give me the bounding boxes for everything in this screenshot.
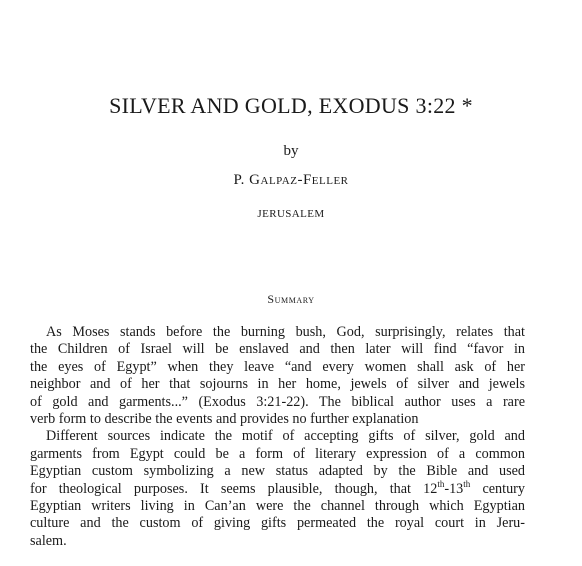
summary-line: the eyes of Egypt” when they leave “and every women shall ask of her: [30, 358, 525, 375]
summary-line: culture and the custom of giving gifts permeated the royal court in Jeru-: [30, 515, 525, 532]
summary-text: for theological purposes. It seems plausible, though, that 12: [30, 480, 438, 497]
summary-text: century: [470, 480, 525, 497]
summary-line: the Children of Israel will be enslaved and then later will find “favor in: [30, 341, 525, 358]
summary-line: Egyptian custom symbolizing a new status adapted by the Bible and used: [30, 463, 525, 480]
summary-line: salem.: [30, 532, 67, 549]
summary-body: [30, 324, 525, 550]
summary-line: As Moses stands before the burning bush, God, surprisingly, relates that: [46, 324, 525, 340]
superscript: th: [437, 478, 445, 489]
author-affiliation: JERUSALEM: [257, 208, 325, 220]
summary-line: neighbor and of her that sojourns in her home, jewels of silver and jewels: [30, 376, 525, 393]
summary-line: of gold and garments...” (Exodus 3:21-22). The biblical author uses a rare: [30, 393, 525, 410]
summary-line: Egyptian writers living in Can’an were the channel through which Egyptian: [30, 498, 525, 515]
summary-text: -13: [444, 480, 464, 497]
summary-line: garments from Egypt could be a form of literary expression of a common: [30, 445, 525, 462]
byline: by: [283, 143, 299, 159]
summary-heading: Summary: [267, 292, 315, 306]
summary-line: verb form to describe the events and provides no further explanation: [30, 411, 419, 428]
author-name: P. Galpaz-Feller: [233, 172, 349, 188]
superscript: th: [463, 478, 471, 489]
summary-line: Different sources indicate the motif of accepting gifts of silver, gold and: [46, 428, 525, 445]
article-title: SILVER AND GOLD, EXODUS 3:22 *: [109, 93, 473, 118]
summary-line-with-superscripts: [30, 478, 525, 498]
